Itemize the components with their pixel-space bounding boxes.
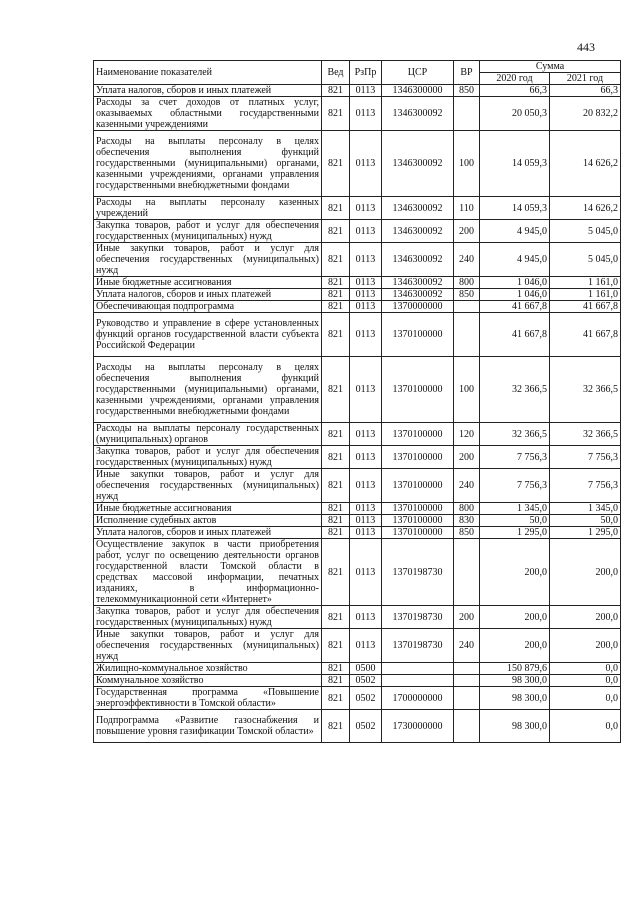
cell-name: Обеспечивающая подпрограмма: [94, 301, 322, 313]
cell-ved: 821: [322, 243, 350, 277]
cell-ved: 821: [322, 85, 350, 97]
cell-ved: 821: [322, 97, 350, 131]
header-sum: Сумма: [480, 61, 621, 73]
cell-name: Иные бюджетные ассигнования: [94, 503, 322, 515]
cell-rzpr: 0113: [350, 197, 382, 220]
cell-rzpr: 0113: [350, 301, 382, 313]
table-row: [94, 663, 621, 675]
cell-vr: 800: [454, 277, 480, 289]
cell-rzpr: 0113: [350, 446, 382, 469]
cell-rzpr: 0113: [350, 357, 382, 423]
cell-rzpr: 0113: [350, 131, 382, 197]
cell-sum-2020: 1 046,0: [480, 277, 550, 289]
cell-name: Подпрограмма «Развитие газоснабжения и повышение уровня газификации Томской области»: [94, 710, 322, 743]
cell-ved: 821: [322, 423, 350, 446]
cell-sum-2021: 20 832,2: [550, 97, 621, 131]
table-row: [94, 313, 621, 357]
table-row: [94, 357, 621, 423]
cell-csr: 1346300092: [382, 197, 454, 220]
table-row: [94, 527, 621, 539]
table-row: [94, 629, 621, 663]
table-row: [94, 710, 621, 743]
cell-sum-2021: 0,0: [550, 687, 621, 710]
cell-name: Закупка товаров, работ и услуг для обеспечения государственных (муниципальных) нужд: [94, 606, 322, 629]
cell-sum-2020: 32 366,5: [480, 357, 550, 423]
table-row: [94, 503, 621, 515]
cell-name: Расходы на выплаты персоналу в целях обеспечения выполнения функций государственными (муниципальными) органами, казенными учреждениями, органами управления государственными внебюджетными фондами: [94, 357, 322, 423]
cell-sum-2021: 66,3: [550, 85, 621, 97]
cell-sum-2020: 200,0: [480, 539, 550, 606]
cell-name: Закупка товаров, работ и услуг для обеспечения государственных (муниципальных) нужд: [94, 446, 322, 469]
header-name: Наименование показателей: [94, 61, 322, 85]
cell-sum-2021: 200,0: [550, 539, 621, 606]
cell-sum-2021: 200,0: [550, 629, 621, 663]
cell-vr: [454, 710, 480, 743]
cell-vr: 850: [454, 527, 480, 539]
cell-name: Уплата налогов, сборов и иных платежей: [94, 527, 322, 539]
cell-rzpr: 0113: [350, 220, 382, 243]
cell-rzpr: 0502: [350, 687, 382, 710]
cell-sum-2021: 7 756,3: [550, 446, 621, 469]
cell-ved: 821: [322, 687, 350, 710]
cell-sum-2020: 98 300,0: [480, 710, 550, 743]
cell-sum-2021: 0,0: [550, 663, 621, 675]
cell-sum-2020: 150 879,6: [480, 663, 550, 675]
cell-name: Руководство и управление в сфере установленных функций органов государственной власти субъекта Российской Федерации: [94, 313, 322, 357]
cell-ved: 821: [322, 446, 350, 469]
cell-rzpr: 0113: [350, 85, 382, 97]
cell-sum-2021: 32 366,5: [550, 357, 621, 423]
table-row: [94, 423, 621, 446]
cell-csr: 1370000000: [382, 301, 454, 313]
table-row: [94, 675, 621, 687]
cell-name: Коммунальное хозяйство: [94, 675, 322, 687]
cell-vr: [454, 301, 480, 313]
cell-ved: 821: [322, 277, 350, 289]
cell-rzpr: 0500: [350, 663, 382, 675]
cell-rzpr: 0113: [350, 469, 382, 503]
table-row: [94, 687, 621, 710]
cell-csr: [382, 663, 454, 675]
table-row: [94, 131, 621, 197]
cell-name: Исполнение судебных актов: [94, 515, 322, 527]
cell-vr: [454, 663, 480, 675]
budget-table: [93, 60, 621, 743]
table-row: [94, 446, 621, 469]
cell-ved: 821: [322, 313, 350, 357]
header-year-2020: 2020 год: [480, 73, 550, 85]
cell-csr: 1370100000: [382, 446, 454, 469]
cell-sum-2020: 98 300,0: [480, 675, 550, 687]
cell-sum-2021: 41 667,8: [550, 313, 621, 357]
cell-sum-2021: 14 626,2: [550, 131, 621, 197]
cell-rzpr: 0113: [350, 423, 382, 446]
cell-name: Иные бюджетные ассигнования: [94, 277, 322, 289]
cell-sum-2020: 200,0: [480, 606, 550, 629]
cell-csr: 1346300092: [382, 243, 454, 277]
cell-rzpr: 0502: [350, 710, 382, 743]
cell-ved: 821: [322, 527, 350, 539]
cell-vr: 120: [454, 423, 480, 446]
cell-sum-2020: 4 945,0: [480, 220, 550, 243]
cell-vr: 200: [454, 606, 480, 629]
cell-rzpr: 0113: [350, 515, 382, 527]
header-vr: ВР: [454, 61, 480, 85]
cell-name: Государственная программа «Повышение энергоэффективности в Томской области»: [94, 687, 322, 710]
cell-sum-2021: 7 756,3: [550, 469, 621, 503]
cell-ved: 821: [322, 539, 350, 606]
cell-csr: 1370100000: [382, 503, 454, 515]
table-row: [94, 606, 621, 629]
cell-sum-2020: 20 050,3: [480, 97, 550, 131]
table-row: [94, 515, 621, 527]
cell-csr: 1730000000: [382, 710, 454, 743]
cell-sum-2020: 66,3: [480, 85, 550, 97]
cell-csr: 1346300092: [382, 277, 454, 289]
cell-csr: 1346300092: [382, 97, 454, 131]
cell-ved: 821: [322, 629, 350, 663]
cell-vr: [454, 675, 480, 687]
header-rzpr: РзПр: [350, 61, 382, 85]
cell-sum-2021: 32 366,5: [550, 423, 621, 446]
cell-rzpr: 0113: [350, 243, 382, 277]
cell-csr: 1346300092: [382, 131, 454, 197]
cell-vr: 100: [454, 357, 480, 423]
cell-sum-2021: 1 345,0: [550, 503, 621, 515]
header-ved: Вед: [322, 61, 350, 85]
cell-name: Уплата налогов, сборов и иных платежей: [94, 85, 322, 97]
cell-sum-2021: 1 295,0: [550, 527, 621, 539]
cell-csr: 1370100000: [382, 527, 454, 539]
cell-vr: [454, 313, 480, 357]
header-csr: ЦСР: [382, 61, 454, 85]
cell-vr: 830: [454, 515, 480, 527]
cell-rzpr: 0113: [350, 629, 382, 663]
cell-sum-2020: 7 756,3: [480, 469, 550, 503]
cell-csr: 1370100000: [382, 423, 454, 446]
cell-csr: 1346300092: [382, 220, 454, 243]
cell-ved: 821: [322, 503, 350, 515]
cell-vr: 110: [454, 197, 480, 220]
cell-sum-2021: 0,0: [550, 675, 621, 687]
cell-csr: 1370100000: [382, 469, 454, 503]
cell-rzpr: 0113: [350, 503, 382, 515]
cell-csr: 1370198730: [382, 539, 454, 606]
cell-name: Осуществление закупок в части приобретения работ, услуг по освещению деятельности органов государственной власти Томской области в средствах массовой информации, печатных изданиях, в информационно-телекоммуникационной сети «Интернет»: [94, 539, 322, 606]
cell-csr: 1370100000: [382, 313, 454, 357]
cell-name: Жилищно-коммунальное хозяйство: [94, 663, 322, 675]
table-row: [94, 220, 621, 243]
cell-sum-2021: 41 667,8: [550, 301, 621, 313]
table-row: [94, 197, 621, 220]
cell-sum-2020: 14 059,3: [480, 131, 550, 197]
table-row: [94, 277, 621, 289]
cell-vr: 100: [454, 131, 480, 197]
cell-sum-2020: 50,0: [480, 515, 550, 527]
cell-rzpr: 0113: [350, 527, 382, 539]
cell-vr: 200: [454, 220, 480, 243]
table-row: [94, 85, 621, 97]
cell-name: Расходы за счет доходов от платных услуг, оказываемых областными государственными казенными учреждениями: [94, 97, 322, 131]
cell-sum-2020: 98 300,0: [480, 687, 550, 710]
cell-sum-2020: 4 945,0: [480, 243, 550, 277]
cell-sum-2021: 14 626,2: [550, 197, 621, 220]
table-header: [94, 61, 621, 85]
cell-sum-2021: 1 161,0: [550, 289, 621, 301]
cell-vr: 850: [454, 289, 480, 301]
cell-vr: [454, 539, 480, 606]
cell-rzpr: 0113: [350, 539, 382, 606]
cell-sum-2020: 1 345,0: [480, 503, 550, 515]
cell-name: Расходы на выплаты персоналу государственных (муниципальных) органов: [94, 423, 322, 446]
cell-vr: [454, 97, 480, 131]
cell-ved: 821: [322, 675, 350, 687]
cell-rzpr: 0502: [350, 675, 382, 687]
cell-sum-2021: 5 045,0: [550, 243, 621, 277]
cell-rzpr: 0113: [350, 97, 382, 131]
table-row: [94, 469, 621, 503]
cell-ved: 821: [322, 289, 350, 301]
cell-csr: 1370100000: [382, 515, 454, 527]
cell-sum-2020: 14 059,3: [480, 197, 550, 220]
cell-ved: 821: [322, 220, 350, 243]
cell-name: Уплата налогов, сборов и иных платежей: [94, 289, 322, 301]
cell-csr: 1370198730: [382, 629, 454, 663]
cell-sum-2020: 1 046,0: [480, 289, 550, 301]
cell-sum-2021: 5 045,0: [550, 220, 621, 243]
cell-vr: 240: [454, 469, 480, 503]
cell-ved: 821: [322, 357, 350, 423]
cell-vr: 240: [454, 243, 480, 277]
cell-sum-2021: 50,0: [550, 515, 621, 527]
cell-csr: 1700000000: [382, 687, 454, 710]
cell-csr: 1370100000: [382, 357, 454, 423]
cell-name: Расходы на выплаты персоналу казенных учреждений: [94, 197, 322, 220]
table-row: [94, 301, 621, 313]
cell-ved: 821: [322, 606, 350, 629]
cell-ved: 821: [322, 131, 350, 197]
header-year-2021: 2021 год: [550, 73, 621, 85]
cell-csr: [382, 675, 454, 687]
cell-name: Расходы на выплаты персоналу в целях обеспечения выполнения функций государственными (муниципальными) органами, казенными учреждениями, органами управления государственными внебюджетными фондами: [94, 131, 322, 197]
cell-vr: 800: [454, 503, 480, 515]
cell-vr: [454, 687, 480, 710]
cell-ved: 821: [322, 301, 350, 313]
cell-sum-2020: 1 295,0: [480, 527, 550, 539]
cell-sum-2020: 32 366,5: [480, 423, 550, 446]
cell-sum-2020: 200,0: [480, 629, 550, 663]
cell-vr: 850: [454, 85, 480, 97]
cell-name: Иные закупки товаров, работ и услуг для обеспечения государственных (муниципальных) нужд: [94, 629, 322, 663]
page-number: 443: [577, 40, 595, 54]
table-body: [94, 85, 621, 743]
cell-ved: 821: [322, 515, 350, 527]
cell-ved: 821: [322, 197, 350, 220]
cell-sum-2021: 200,0: [550, 606, 621, 629]
cell-csr: 1346300000: [382, 85, 454, 97]
cell-sum-2021: 1 161,0: [550, 277, 621, 289]
cell-sum-2021: 0,0: [550, 710, 621, 743]
cell-sum-2020: 41 667,8: [480, 313, 550, 357]
cell-name: Иные закупки товаров, работ и услуг для обеспечения государственных (муниципальных) нужд: [94, 243, 322, 277]
cell-vr: 240: [454, 629, 480, 663]
cell-csr: 1346300092: [382, 289, 454, 301]
cell-name: Закупка товаров, работ и услуг для обеспечения государственных (муниципальных) нужд: [94, 220, 322, 243]
cell-sum-2020: 41 667,8: [480, 301, 550, 313]
cell-sum-2020: 7 756,3: [480, 446, 550, 469]
cell-ved: 821: [322, 710, 350, 743]
table-row: [94, 243, 621, 277]
table-row: [94, 289, 621, 301]
table-row: [94, 539, 621, 606]
cell-ved: 821: [322, 469, 350, 503]
cell-name: Иные закупки товаров, работ и услуг для обеспечения государственных (муниципальных) нужд: [94, 469, 322, 503]
cell-rzpr: 0113: [350, 313, 382, 357]
cell-ved: 821: [322, 663, 350, 675]
cell-csr: 1370198730: [382, 606, 454, 629]
cell-rzpr: 0113: [350, 606, 382, 629]
cell-rzpr: 0113: [350, 277, 382, 289]
cell-rzpr: 0113: [350, 289, 382, 301]
table-row: [94, 97, 621, 131]
cell-vr: 200: [454, 446, 480, 469]
